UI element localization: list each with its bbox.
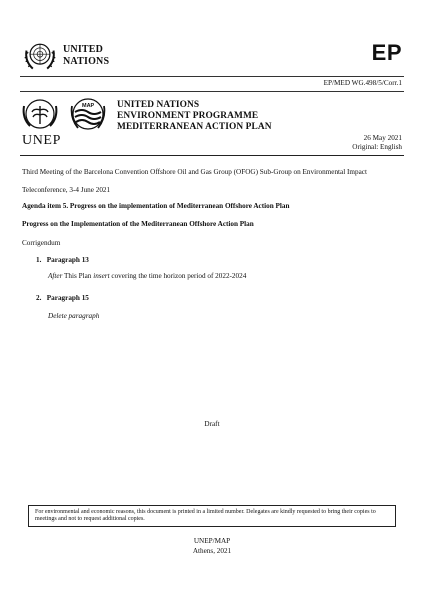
draft-label: Draft bbox=[204, 420, 220, 428]
tail-text: covering the time horizon period of 2022-2024 bbox=[109, 272, 247, 280]
programme-line2: ENVIRONMENT PROGRAMME bbox=[117, 110, 259, 121]
header-rule bbox=[20, 155, 404, 156]
after-word: After bbox=[48, 272, 63, 280]
corrigendum-label: Corrigendum bbox=[22, 239, 61, 247]
programme-line3: MEDITERRANEAN ACTION PLAN bbox=[117, 121, 272, 132]
paragraph-15-text: Delete paragraph bbox=[48, 312, 100, 320]
document-title: Progress on the Implementation of the Mediterranean Offshore Action Plan bbox=[22, 220, 254, 228]
un-name-line2: NATIONS bbox=[63, 56, 110, 67]
date-block bbox=[352, 134, 402, 152]
footer-place: Athens, 2021 bbox=[192, 546, 232, 555]
footer-org bbox=[0, 537, 424, 556]
un-name-line1: UNITED bbox=[63, 44, 104, 55]
unep-label: UNEP bbox=[22, 133, 61, 148]
paragraph-13-heading: 1. Paragraph 13 bbox=[36, 256, 89, 264]
document-date: 26 May 2021 bbox=[363, 134, 402, 142]
programme-line1: UNITED NATIONS bbox=[117, 100, 200, 110]
un-emblem-logo bbox=[22, 38, 58, 74]
top-rule bbox=[20, 76, 404, 77]
footer-notice: For environmental and economic reasons, this document is printed in a limited number. Delegates are kindly requested to bring their copies to meetings and not to request additional copies. bbox=[28, 505, 396, 527]
conference-line: Teleconference, 3-4 June 2021 bbox=[22, 186, 111, 194]
ep-mark: EP bbox=[371, 40, 402, 65]
paragraph-15-heading: 2. Paragraph 15 bbox=[36, 294, 89, 302]
original-language: Original: English bbox=[352, 143, 402, 151]
map-label: MAP bbox=[82, 103, 95, 109]
mid-text: This Plan bbox=[62, 272, 94, 280]
footer-org-name: UNEP/MAP bbox=[193, 537, 231, 545]
programme-title bbox=[117, 100, 272, 132]
second-rule bbox=[20, 91, 404, 92]
paragraph-13-text bbox=[48, 272, 246, 280]
meeting-title: Third Meeting of the Barcelona Convention Offshore Oil and Gas Group (OFOG) Sub-Group on Environmental Impact bbox=[22, 168, 367, 176]
insert-word: insert bbox=[93, 272, 110, 280]
unep-logo bbox=[18, 96, 62, 136]
un-name bbox=[63, 44, 109, 68]
agenda-item: Agenda item 5. Progress on the implementation of Mediterranean Offshore Action Plan bbox=[22, 202, 290, 210]
map-logo bbox=[68, 94, 108, 136]
document-code: EP/MED WG.498/5/Corr.1 bbox=[323, 79, 402, 87]
